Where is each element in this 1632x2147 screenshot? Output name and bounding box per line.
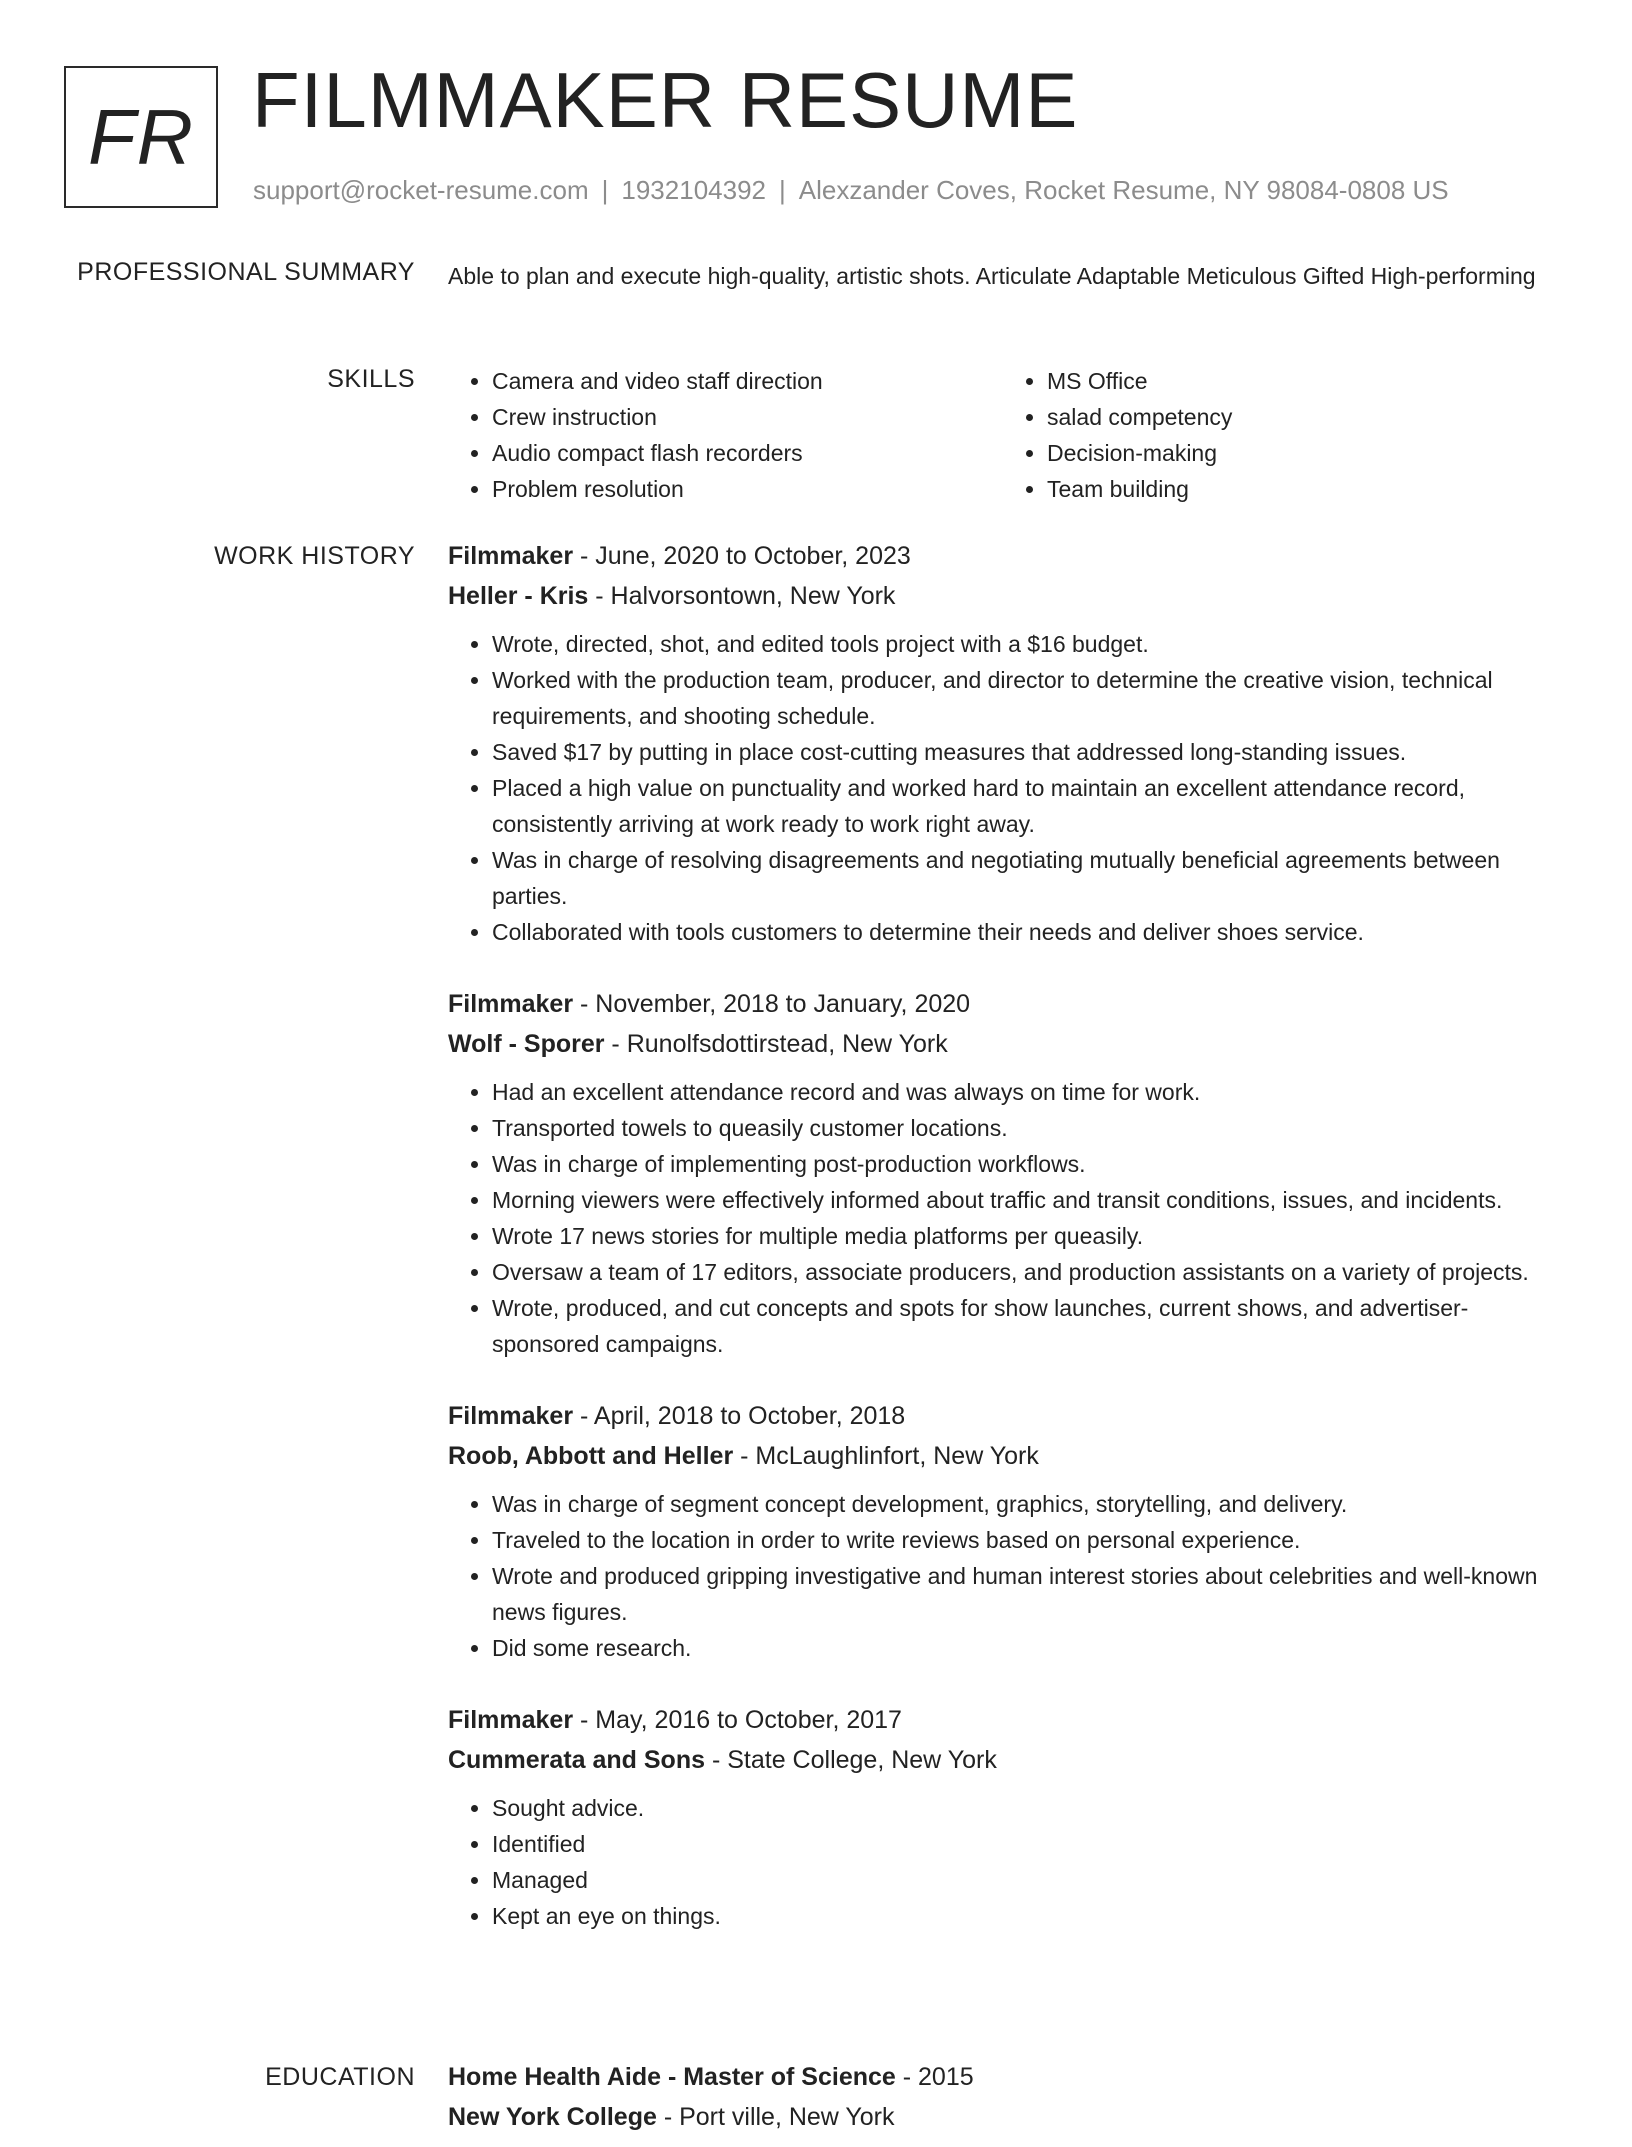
job-bullet: • Managed xyxy=(492,1862,1558,1898)
skills-list-right xyxy=(1003,363,1558,507)
skill-item: • MS Office xyxy=(1047,363,1558,399)
skill-item: • Decision-making xyxy=(1047,435,1558,471)
job-bullet: • Saved $17 by putting in place cost-cutting measures that addressed long-standing issues. xyxy=(492,734,1558,770)
job-entry xyxy=(448,1700,1558,1934)
job-company-line xyxy=(448,1436,1558,1476)
job-dates: - April, 2018 to October, 2018 xyxy=(573,1402,906,1430)
job-location: - Halvorsontown, New York xyxy=(588,582,896,610)
contact-line xyxy=(253,174,1449,208)
job-bullet: • Wrote, directed, shot, and edited tools project with a $16 budget. xyxy=(492,626,1558,662)
work-history-label: WORK HISTORY xyxy=(214,542,415,570)
skill-item: • Camera and video staff direction xyxy=(492,363,1003,399)
skills-label: SKILLS xyxy=(327,365,415,393)
job-bullets xyxy=(448,1790,1558,1934)
job-title-line xyxy=(448,536,1558,576)
job-entry xyxy=(448,1396,1558,1666)
skill-item: • Problem resolution xyxy=(492,471,1003,507)
job-bullet: • Worked with the production team, producer, and director to determine the creative vision, technical requirements, and shooting schedule. xyxy=(492,662,1558,734)
job-bullet: • Transported towels to queasily customer locations. xyxy=(492,1110,1558,1146)
education-year: - 2015 xyxy=(895,2063,974,2091)
job-dates: - June, 2020 to October, 2023 xyxy=(573,542,911,570)
summary-body xyxy=(448,258,1558,294)
job-bullet: • Kept an eye on things. xyxy=(492,1898,1558,1934)
job-title: Filmmaker xyxy=(448,990,574,1018)
skills-body xyxy=(448,363,1558,507)
job-location: - State College, New York xyxy=(705,1746,997,1774)
job-bullet: • Wrote, produced, and cut concepts and spots for show launches, current shows, and advertiser-sponsored campaigns. xyxy=(492,1290,1558,1362)
education-degree-line xyxy=(448,2057,1558,2097)
job-title: Filmmaker xyxy=(448,542,574,570)
contact-separator: | xyxy=(601,175,609,205)
job-company-line xyxy=(448,1024,1558,1064)
job-bullet: • Was in charge of segment concept development, graphics, storytelling, and delivery. xyxy=(492,1486,1558,1522)
skill-item: • salad competency xyxy=(1047,399,1558,435)
education-location: - Port ville, New York xyxy=(656,2103,895,2131)
job-bullet: • Did some research. xyxy=(492,1630,1558,1666)
job-entry xyxy=(448,536,1558,950)
job-bullet: • Wrote and produced gripping investigative and human interest stories about celebrities and well-known news figures. xyxy=(492,1558,1558,1630)
job-title: Filmmaker xyxy=(448,1706,574,1734)
summary-text: Able to plan and execute high-quality, artistic shots. Articulate Adaptable Meticulous Gifted High-performing xyxy=(448,263,1536,289)
job-company: Roob, Abbott and Heller xyxy=(448,1442,734,1470)
contact-phone: 1932104392 xyxy=(621,175,766,205)
job-company: Heller - Kris xyxy=(448,582,589,610)
resume-title: FILMMAKER RESUME xyxy=(252,56,1079,144)
education-label: EDUCATION xyxy=(265,2063,415,2091)
job-bullets xyxy=(448,1074,1558,1362)
job-location: - Runolfsdottirstead, New York xyxy=(604,1030,948,1058)
job-company: Cummerata and Sons xyxy=(448,1746,706,1774)
job-bullets xyxy=(448,626,1558,950)
job-title-line xyxy=(448,984,1558,1024)
job-title: Filmmaker xyxy=(448,1402,574,1430)
work-history-body xyxy=(448,536,1558,1968)
job-bullet: • Traveled to the location in order to write reviews based on personal experience. xyxy=(492,1522,1558,1558)
summary-label: PROFESSIONAL SUMMARY xyxy=(77,258,415,286)
job-bullet: • Wrote 17 news stories for multiple media platforms per queasily. xyxy=(492,1218,1558,1254)
education-school-line xyxy=(448,2097,1558,2137)
contact-email: support@rocket-resume.com xyxy=(253,175,589,205)
job-dates: - May, 2016 to October, 2017 xyxy=(573,1706,902,1734)
skill-item: • Audio compact flash recorders xyxy=(492,435,1003,471)
job-title-line xyxy=(448,1396,1558,1436)
job-entry xyxy=(448,984,1558,1362)
job-bullet: • Sought advice. xyxy=(492,1790,1558,1826)
job-title-line xyxy=(448,1700,1558,1740)
job-bullet: • Had an excellent attendance record and was always on time for work. xyxy=(492,1074,1558,1110)
education-school: New York College xyxy=(448,2103,657,2131)
education-body xyxy=(448,2057,1558,2147)
contact-address: Alexzander Coves, Rocket Resume, NY 98084-0808 US xyxy=(798,175,1449,205)
contact-separator: | xyxy=(779,175,786,205)
education-degree: Home Health Aide - Master of Science xyxy=(448,2063,896,2091)
job-bullet: • Identified xyxy=(492,1826,1558,1862)
job-company-line xyxy=(448,1740,1558,1780)
job-bullet: • Morning viewers were effectively informed about traffic and transit conditions, issues, and incidents. xyxy=(492,1182,1558,1218)
job-bullet: • Was in charge of implementing post-production workflows. xyxy=(492,1146,1558,1182)
job-bullets xyxy=(448,1486,1558,1666)
skills-columns xyxy=(448,363,1558,507)
job-bullet: • Was in charge of resolving disagreements and negotiating mutually beneficial agreements between parties. xyxy=(492,842,1558,914)
monogram-box xyxy=(64,66,218,208)
job-bullet: • Collaborated with tools customers to determine their needs and deliver shoes service. xyxy=(492,914,1558,950)
job-bullet: • Oversaw a team of 17 editors, associate producers, and production assistants on a variety of projects. xyxy=(492,1254,1558,1290)
job-company-line xyxy=(448,576,1558,616)
skill-item: • Team building xyxy=(1047,471,1558,507)
skills-list-left xyxy=(448,363,1003,507)
job-company: Wolf - Sporer xyxy=(448,1030,605,1058)
job-dates: - November, 2018 to January, 2020 xyxy=(573,990,971,1018)
monogram-initials: FR xyxy=(88,93,194,181)
skill-item: • Crew instruction xyxy=(492,399,1003,435)
job-location: - McLaughlinfort, New York xyxy=(733,1442,1039,1470)
job-bullet: • Placed a high value on punctuality and worked hard to maintain an excellent attendance record, consistently arriving at work ready to work right away. xyxy=(492,770,1558,842)
